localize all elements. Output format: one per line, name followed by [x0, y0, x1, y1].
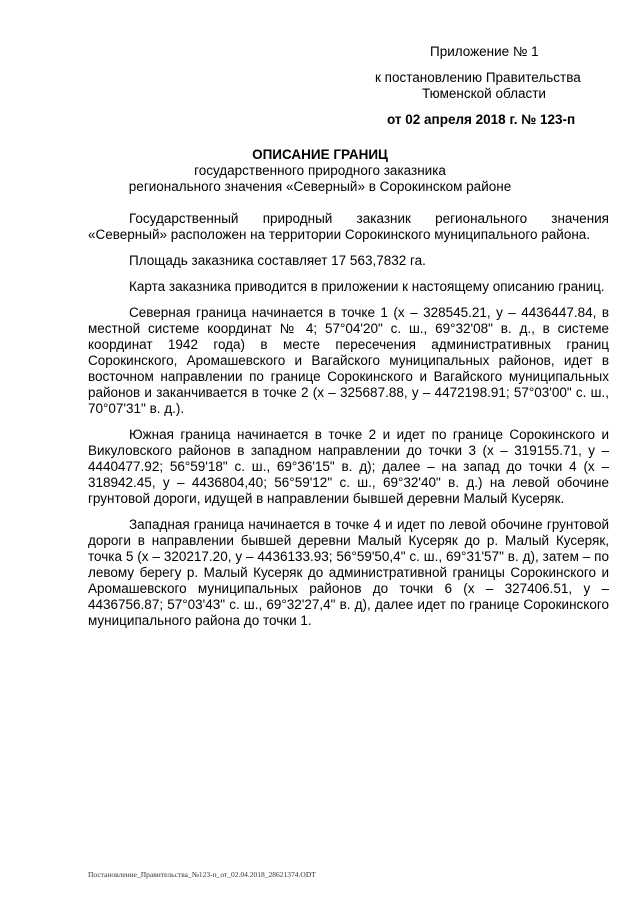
paragraph-area: Площадь заказника составляет 17 563,7832 га. [129, 253, 426, 268]
document-body [88, 211, 609, 639]
document-title-block [90, 147, 550, 195]
decree-reference: к постановлению Правительства [375, 70, 581, 85]
paragraph-map: Карта заказника приводится в приложении к настоящему описанию границ. [129, 279, 605, 294]
document-subtitle-1: государственного природного заказника [194, 163, 446, 178]
document-subtitle-2: регионального значения «Северный» в Сорокинском районе [128, 179, 512, 194]
appendix-number: Приложение № 1 [430, 44, 539, 59]
footer-filename: Постановление_Правительства_№123-п_от_02.04.2018_28621374.ODT [88, 870, 316, 879]
document-title: ОПИСАНИЕ ГРАНИЦ [252, 147, 388, 162]
paragraph-north-border: Северная граница начинается в точке 1 (х – 328545.21, у – 4436447.84, в местной системе координат № 4; 57°04'20" с. ш., 69°32'08" в. д., в системе координат 1942 года) в месте пересечения административных границ Сорокинского, Аромашевского и Вагайского муниципальных районов, идет в восточном направлении по границе Сорокинского и Вагайского муниципальных районов и заканчивается в точке 2 (х – 325687.88, у – 4472198.91; 57°03'00" с. ш., 70°07'31" в. д.). [88, 305, 609, 416]
decree-date-number: от 02 апреля 2018 г. № 123-п [387, 112, 576, 127]
paragraph-west-border: Западная граница начинается в точке 4 и идет по левой обочине грунтовой дороги в направлении бывшей деревни Малый Кусеряк до р. Малый Кусеряк, точка 5 (х – 320217.20, у – 4436133.93; 56°59'50,4" с. ш., 69°31'57" в. д), затем – по левому берегу р. Малый Кусеряк до административной границы Сорокинского и Аромашевского муниципальных районов до точки 6 (х – 327406.51, у – 4436756.87; 57°03'43" с. ш., 69°32'27,4" в. д), далее идет по границе Сорокинского муниципального района до точки 1. [88, 517, 609, 628]
region-name: Тюменской области [422, 86, 546, 101]
paragraph-south-border: Южная граница начинается в точке 2 и идет по границе Сорокинского и Викуловского районов в западном направлении до точки 3 (х – 319155.71, у – 4440477.92; 56°59'18" с. ш., 69°36'15" в. д); далее – на запад до точки 4 (х – 318942.45, у – 4436804,40; 56°59'12" с. ш., 69°32'40" в. д.) на левой обочине грунтовой дороги, идущей в направлении бывшей деревни Малый Кусеряк. [88, 427, 609, 506]
paragraph-location: Государственный природный заказник регионального значения «Северный» расположен на территории Сорокинского муниципального района. [88, 211, 609, 242]
